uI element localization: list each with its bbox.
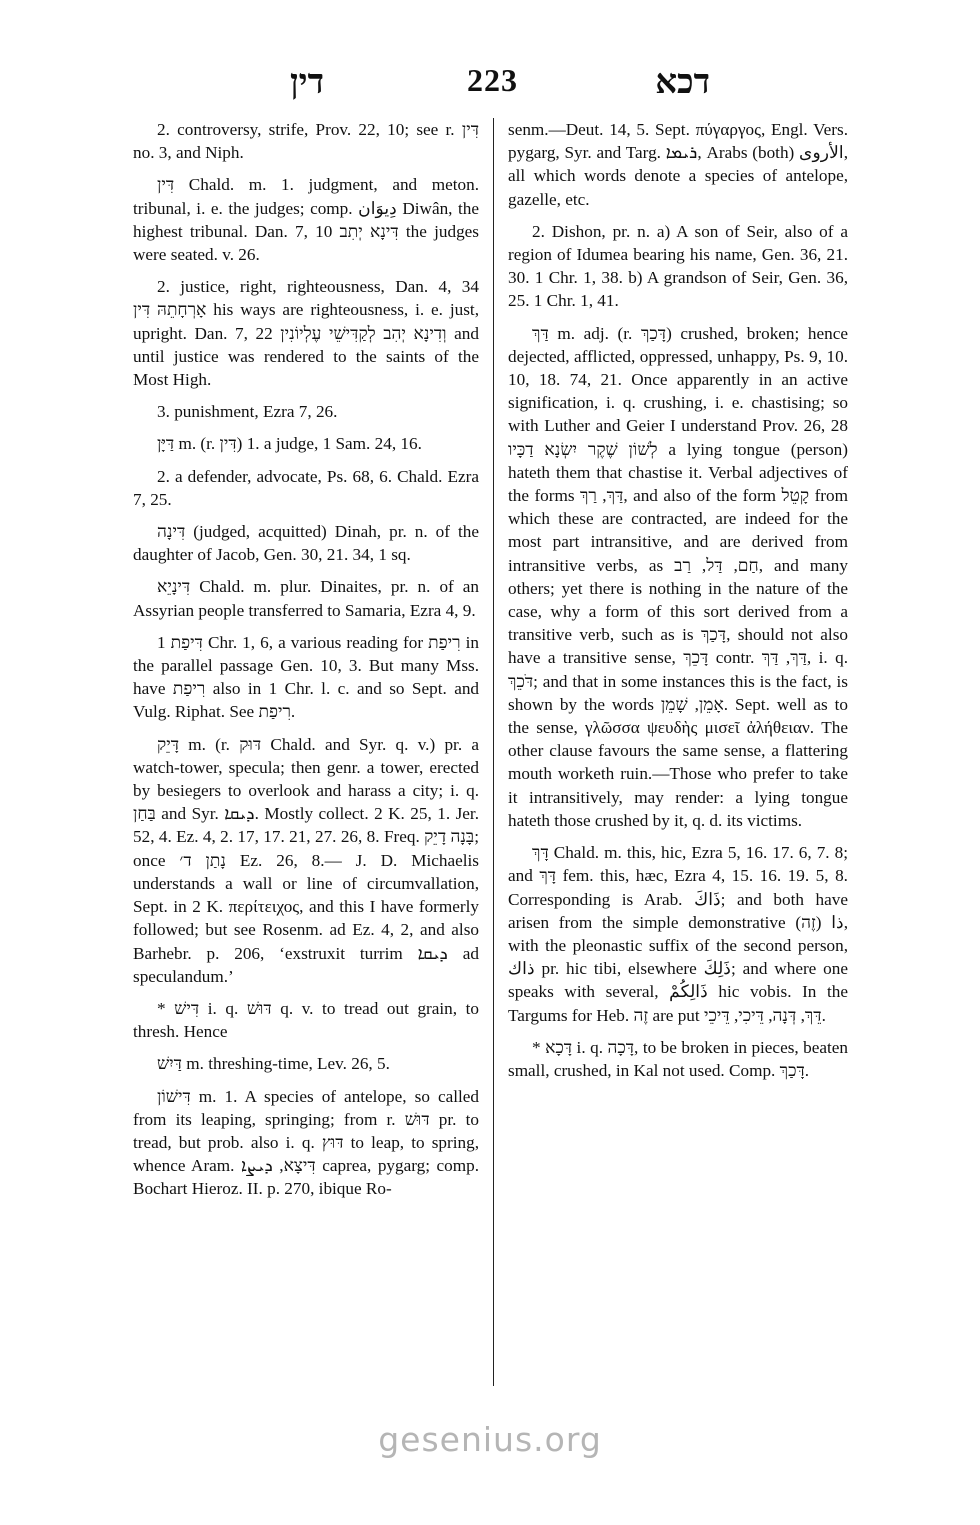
entry-paragraph: 2. justice, right, righteousness, Dan. 4, 34 אָרְחָתֵהּ דִּין his ways are righteousness, i. e. just, upright. Dan. 7, 22 וְדִינָא יְהִב לְקַדִּישֵׁי עֶלְיוֹנִין and until justice was rendered to the saints of the Most High.	[133, 277, 480, 390]
page-header	[135, 62, 850, 106]
column-divider	[493, 118, 494, 1386]
entry-paragraph: 2. Dishon, pr. n. a) A son of Seir, also of a region of Idumea bearing his name, Gen. 36, 21. 30. 1 Chr. 1, 38. b) A grandson of Seir, Gen. 36, 25. 1 Chr. 1, 41.	[508, 221, 848, 311]
page-number: 223	[467, 62, 518, 98]
guide-word-right: דכא	[655, 62, 710, 102]
entry-paragraph: דָּךְ Chald. m. this, hic, Ezra 5, 16. 17. 6, 7. 8; and דָּךְ fem. this, hæc, Ezra 4, 15. 16. 19. 5, 8. Corresponding is Arab. ذَاكَ; and both have arisen from the simple demonstrative ذا (זֶה), with the pleonastic suffix of the second person, ذاك pr. hic tibi, elsewhere ذَلِكَ; and where one speaks with several, ذَالِكُمْ hic vobis. In the Targums for Heb. זֶה are put דֵּךְ, דְּנָה, דֵּיכִי, דֵּיכֵי.	[508, 843, 848, 1025]
entry-paragraph: 2. controversy, strife, Prov. 22, 10; see r. דִּין no. 3, and Niph.	[133, 120, 479, 163]
guide-word-left: דין	[290, 62, 324, 102]
left-column	[133, 118, 479, 1210]
entry-paragraph: senm.—Deut. 14, 5. Sept. πύγαργος, Engl. Vers. pygarg, Syr. and Targ. ܪܝܡܐ, Arabs (both) الأروى, all which words denote a species of antelope, gazelle, etc.	[508, 120, 848, 209]
entry-paragraph: דַּיִשׁ m. threshing-time, Lev. 26, 5.	[157, 1054, 390, 1074]
entry-paragraph: * דִּישׁ i. q. דּוּשׁ q. v. to tread out grain, to thresh. Hence	[133, 998, 479, 1042]
entry-paragraph: דִּינָה (judged, acquitted) Dinah, pr. n. of the daughter of Jacob, Gen. 30, 21. 34, 1 sq.	[133, 522, 479, 565]
entry-paragraph: * דָּכָא i. q. דָּכָה, to be broken in pieces, beaten small, crushed, in Kal not used. Comp. דָּכַךְ.	[508, 1037, 849, 1080]
right-column	[508, 118, 848, 1091]
entry-paragraph: דִּין Chald. m. 1. judgment, and meton. tribunal, i. e. the judges; comp. دِيوَان Diwân, the highest tribunal. Dan. 7, 10 דִּינָא יְתִב the judges were seated. v. 26.	[133, 175, 479, 265]
entry-paragraph: דִּיפַת 1 Chr. 1, 6, a various reading for רִיפַת in the parallel passage Gen. 10, 3. But many Mss. have רִיפַת also in 1 Chr. l. c. and so Sept. and Vulg. Riphat. See רִיפַת.	[133, 632, 480, 722]
entry-paragraph: דַּיָּן m. (r. דִּין) 1. a judge, 1 Sam. 24, 16.	[157, 434, 422, 454]
entry-paragraph: דָּיֵק m. (r. דּוּק Chald. and Syr. q. v.) pr. a watch-tower, specula; then genr. a tower, erected by besiegers to overlook and harass a city; i. q. בַּחַן and Syr. ܕܝܩܐ. Mostly collect. 2 K. 25, 1. Jer. 52, 4. Ez. 4, 2. 17, 17. 21, 27. 26, 8. Freq. בָּנָה דָיֵק; once נָתַן ד׳ Ez. 26, 8.— J. D. Michaelis understands a wall or line of circumvallation, Sept. in 2 K. περίτειχος, and this I have formerly followed; but see Rosenm. ad Ez. 4, 2, and also Barhebr. p. 206, ‘exstruxit turrim ܕܝܩܐ ad speculandum.’	[133, 734, 479, 986]
entry-paragraph: דִּינָיֵא Chald. m. plur. Dinaites, pr. n. of an Assyrian people transferred to Samaria, Ezra 4, 9.	[133, 577, 479, 620]
entry-paragraph: 3. punishment, Ezra 7, 26.	[157, 402, 338, 422]
entry-paragraph: דִּישׁוֹן m. 1. A species of antelope, so called from its leaping, springing; from r. דּוּשׁ pr. to tread, but prob. also i. q. דּוּץ to leap, to spring, whence Aram. דִּיצָא, ܕܝܨܐ caprea, pygarg; comp. Bochart Hieroz. II. p. 270, ibique Ro-	[133, 1086, 479, 1199]
entry-paragraph: דַּךְ m. adj. (r. דָּכַךְ) crushed, broken; hence dejected, afflicted, oppressed, unhappy, Ps. 9, 10. 10, 18. 74, 21. Once apparently in an active signification, i. q. crushing, i. e. chastising; so with Luther and Geier I understand Prov. 26, 28 לְשׁוֹן שֶׁקֶר יִשְׂנָא דַכָּיו a lying tongue (person) hateth them that chastise it. Verbal adjectives of the forms דַּךְ, רַךְ, and also of the form קָטֵל from which these are contracted, are indeed for the most part intransitive, and are derived from intransitive verbs, as חַם, דַּל, רַב, and many others; yet there is nothing in the nature of the case, why a form of this sort derived from a transitive verb, such as is דָּכַךְ, should not also have a transitive sense, דָּכֵךְ contr. דַּךְ, דַּךְ, i. q. דֹּכֵךְ; and that in some instances this is the fact, is shown by the words אָמֵן, שָׁמֵן. Sept. well as to the sense, γλῶσσα ψευδὴς μισεῖ ἀλήθειαν. The other clause favours the same sense, a flattering mouth worketh ruin.—Those who prefer to take it intransitively, may render: a lying tongue hateth those crushed by it, q. d. its victims.	[508, 323, 849, 830]
watermark-text: gesenius.org	[378, 1420, 602, 1459]
entry-paragraph: 2. a defender, advocate, Ps. 68, 6. Chald. Ezra 7, 25.	[133, 466, 479, 509]
